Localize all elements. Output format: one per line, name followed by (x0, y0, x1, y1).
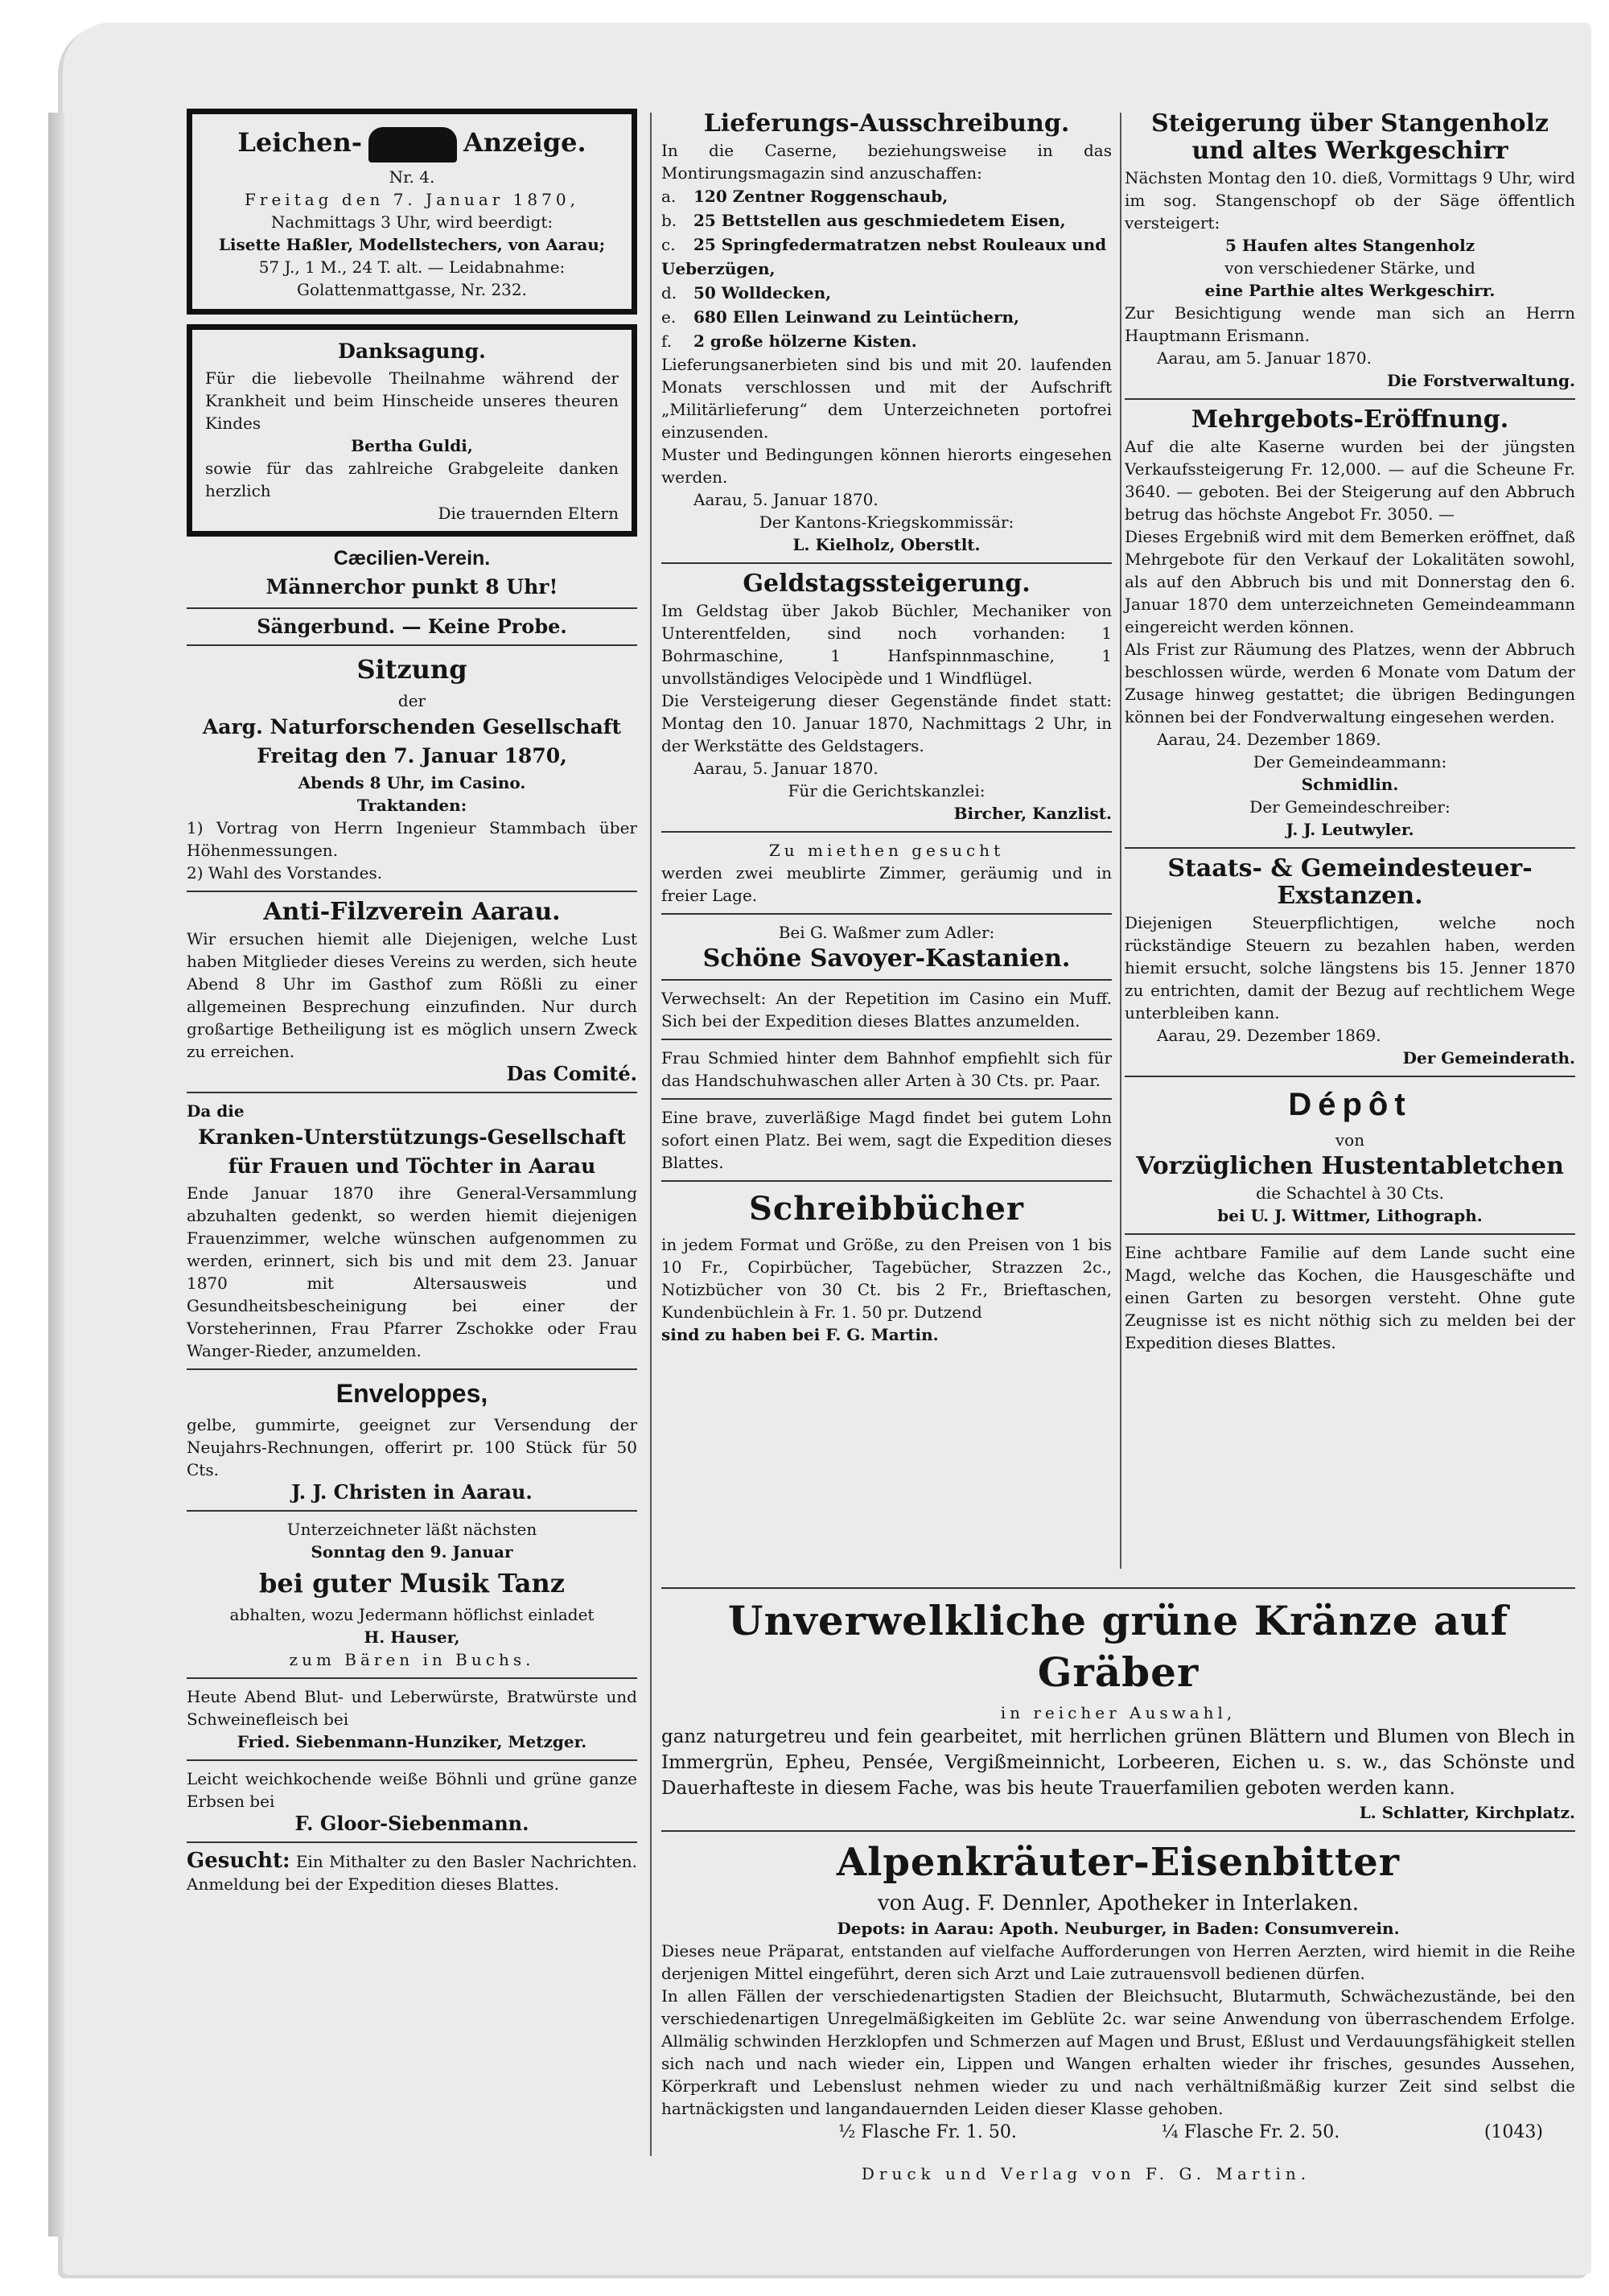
lieferung-body: Lieferungsanerbieten sind bis und mit 20. laufenden Monats verschlossen und mit der Aufschrift „Militärlieferung“ dem Unterzeichneten portofrei einzusenden. (661, 355, 1112, 442)
wide-section (661, 1581, 1575, 2146)
enveloppes-signature: J. J. Christen in Aarau. (291, 1479, 533, 1504)
geldstag-body: Im Geldstag über Jakob Büchler, Mechaniker von Unterentfelden, sind noch vorhanden: 1 Bohrmaschine, 1 Hanfspinnmaschine, 1 unvollständiges Velocipède und 1 Windflügel. (661, 601, 1112, 688)
kranken-body: Ende Januar 1870 ihre General-Versammlung abzuhalten gedenkt, so werden hiemit diejenigen Frauenzimmer, welche wünschen aufgenommen zu werden, erinnert, sich bis und mit dem 23. Januar 1870 mit Altersausweis und Gesundheitsbescheinigung bei einer der Vorsteherinnen, Frau Pfarrer Zschokke oder Frau Wanger-Rieder, anzumelden. (187, 1183, 637, 1360)
page-edge (48, 113, 64, 2236)
divider (187, 1510, 637, 1512)
divider (187, 1092, 637, 1093)
wuerste-body: Heute Abend Blut- und Leberwürste, Bratwürste und Schweinefleisch bei (187, 1686, 637, 1729)
geldstag-role: Für die Gerichtskanzlei: (788, 781, 986, 800)
depot-title: Dépôt (1288, 1087, 1412, 1122)
lieferung-body-2: Muster und Bedingungen können hierorts eingesehen werden. (661, 445, 1112, 487)
lieferung-item (661, 184, 1112, 208)
lieferung-item (661, 208, 1112, 232)
divider (661, 1039, 1112, 1040)
alpen-price-2: ¼ Flasche Fr. 2. 50. (1161, 2122, 1340, 2142)
thanks-notice (187, 324, 637, 537)
lieferung-item-key: d. (661, 283, 677, 302)
verwechselt-body: Verwechselt: An der Repetition im Casino ein Muff. Sich bei der Expedition dieses Blattes anzumelden. (661, 989, 1112, 1031)
mehrgebot-date: Aarau, 24. Dezember 1869. (1157, 730, 1381, 749)
mehrgebot-role-2: Der Gemeindeschreiber: (1249, 797, 1451, 817)
divider (187, 1759, 637, 1761)
boehnli-signature: F. Gloor-Siebenmann. (294, 1811, 529, 1835)
column-3 (1125, 109, 1575, 1354)
alpen-prices (661, 2120, 1575, 2146)
kranken-title-2: für Frauen und Töchter in Aarau (228, 1154, 596, 1178)
schmied-body: Frau Schmied hinter dem Bahnhof empfiehlt sich für das Handschuhwaschen aller Arten à 30 Cts. pr. Paar. (661, 1048, 1112, 1090)
tanz-name: H. Hauser, (364, 1627, 460, 1647)
lieferung-item-key: f. (661, 331, 673, 351)
sitzung-item-1: 1) Vortrag von Herrn Ingenieur Stammbach über Höhenmessungen. (187, 817, 637, 860)
steigerung-signature: Die Forstverwaltung. (1386, 371, 1575, 390)
schreibbuecher-signature: sind zu haben bei F. G. Martin. (661, 1325, 939, 1344)
divider (1125, 1076, 1575, 1077)
crown-icon (368, 127, 457, 163)
depot-body: die Schachtel à 30 Cts. (1256, 1183, 1444, 1203)
lieferung-signature: L. Kielholz, Oberstlt. (792, 535, 981, 554)
alpen-body-2: In allen Fällen der verschiedenartigsten Stadien der Bleichsucht, Blutarmuth, Schwächezustände, bei den verschiedenartigen Unregelmäßigkeiten im Geblüte 2c. war seine Anwendung von überraschendem Erfolge. Allmälig schwinden Herzklopfen und Schmerzen auf Magen und Brust, Eßlust und Verdauungsfähigkeit stellen sich nach und nach wieder ein, Lippen und Wangen erhalten wieder ihr frisches, gesundes Aussehen, Körperkraft und Lebenslust nehmen wieder zu und nach verhältnißmäßig kurzer Zeit sind selbst die hartnäckigsten und langandauernden Leiden dieser Klasse gehoben. (661, 1986, 1575, 2118)
savoyer-title: Schöne Savoyer-Kastanien. (702, 944, 1071, 973)
column-2 (661, 109, 1112, 1346)
divider (1125, 398, 1575, 400)
deceased-age: 57 J., 1 M., 24 T. alt. — Leidabnahme: (258, 257, 566, 277)
tanz-line-4: zum Bären in Buchs. (289, 1649, 535, 1669)
anti-filz-signature: Das Comité. (506, 1061, 637, 1085)
caecilien-title: Cæcilien-Verein. (333, 546, 491, 570)
geldstag-signature: Bircher, Kanzlist. (953, 804, 1112, 823)
divider (187, 891, 637, 892)
wuerste-signature: Fried. Siebenmann-Hunziker, Metzger. (237, 1731, 587, 1751)
kraenze-title: Unverwelkliche grüne Kränze auf Gräber (727, 1597, 1509, 1696)
staatssteuer-signature: Der Gemeinderath. (1402, 1048, 1575, 1068)
lieferung-item-key: a. (661, 187, 677, 206)
mehrgebot-signature-2: J. J. Leutwyler. (1286, 820, 1414, 839)
caecilien-line: Männerchor punkt 8 Uhr! (265, 574, 558, 599)
divider (1125, 847, 1575, 849)
schreibbuecher-title: Schreibbücher (748, 1190, 1025, 1228)
mehrgebot-body: Auf die alte Kaserne wurden bei der jüngsten Verkaufssteigerung Fr. 12,000. — auf die Scheune Fr. 3640. — geboten. Bei der Steigerung auf den Abbruch betrug das höchste Angebot Fr. 3050. — (1125, 437, 1575, 524)
steigerung-date: Aarau, am 5. Januar 1870. (1157, 348, 1372, 368)
notice-place: Golattenmattgasse, Nr. 232. (296, 279, 527, 299)
miethen-body: werden zwei meublirte Zimmer, geräumig und in freier Lage. (661, 863, 1112, 905)
child-name: Bertha Guldi, (351, 435, 473, 455)
alpen-price-1: ½ Flasche Fr. 1. 50. (838, 2122, 1017, 2142)
geldstag-body-2: Die Versteigerung dieser Gegenstände findet statt: Montag den 10. Januar 1870, Nachmittags 2 Uhr, in der Werkstätte des Geldstagers. (661, 691, 1112, 755)
lieferung-item-key: e. (661, 307, 677, 327)
gesucht-body: Ein Mithalter zu den Basler Nachrichten. Anmeldung bei der Expedition dieses Blattes. (187, 1851, 638, 1894)
tanz-title: bei guter Musik Tanz (259, 1567, 565, 1599)
lieferung-item (661, 232, 1112, 281)
kraenze-signature: L. Schlatter, Kirchplatz. (1359, 1803, 1575, 1822)
anti-filz-body: Wir ersuchen hiemit alle Diejenigen, welche Lust haben Mitglieder dieses Vereins zu werden, sich heute Abend 8 Uhr im Gasthof zum Rößli zu einer allgemeinen Besprechung einzufinden. Nur durch großartige Betheiligung ist es möglich unsern Zweck zu erreichen. (187, 928, 637, 1061)
divider (187, 607, 637, 609)
column-rule-1 (650, 113, 652, 2156)
lieferung-item-value: 2 große hölzerne Kisten. (693, 331, 917, 351)
notice-number: Nr. 4. (389, 167, 435, 187)
thanks-body: Für die liebevolle Theilnahme während der Krankheit und beim Hinscheide unseres theuren Kindes (205, 368, 619, 433)
mehrgebot-signature-1: Schmidlin. (1301, 775, 1399, 794)
magd-2-body: Eine achtbare Familie auf dem Lande sucht eine Magd, welche das Kochen, die Hausgeschäfte und einen Garten zu besorgen versteht. Ohne gute Zeugnisse ist es nicht nöthig sich zu melden bei der Expedition dieses Blattes. (1125, 1243, 1575, 1352)
column-1 (187, 109, 637, 1895)
lieferung-item-key: b. (661, 211, 677, 230)
lieferung-title: Lieferungs-Ausschreibung. (703, 109, 1070, 138)
lieferung-item-value: 25 Springfedermatratzen nebst Rouleaux und Ueberzügen, (661, 235, 1107, 278)
deceased-name: Lisette Haßler, Modellstechers, von Aarau; (218, 234, 606, 254)
divider (661, 979, 1112, 981)
alpen-title: Alpenkräuter-Eisenbitter (836, 1840, 1401, 1885)
kraenze-body: ganz naturgetreu und fein gearbeitet, mit herrlichen grünen Blättern und Blumen von Blech in Immergrün, Epheu, Pensée, Vergißmeinnicht, Lorbeeren, Eichen u. s. w., das Schönste und Dauerhafteste in diesem Fache, was bis heute Trauerfamilien geboten werden kann. (661, 1726, 1575, 1799)
divider (187, 1677, 637, 1679)
lieferung-intro: In die Caserne, beziehungsweise in das Montirungsmagazin sind anzuschaffen: (661, 141, 1112, 183)
divider (1125, 1233, 1575, 1235)
divider (661, 913, 1112, 915)
enveloppes-title: Enveloppes, (335, 1378, 488, 1408)
gesucht-label: Gesucht: (187, 1848, 290, 1873)
lieferung-item-value: 25 Bettstellen aus geschmiedetem Eisen, (693, 211, 1066, 230)
miethen-title: Zu miethen gesucht (768, 841, 1005, 860)
mehrgebot-body-2: Dieses Ergebniß wird mit dem Bemerken eröffnet, daß Mehrgebote für den Verkauf der Lokalitäten sowohl, als auf den Abbruch bis und mit Donnerstag den 6. Januar 1870 dem unterzeichneten Gemeindeammann eingereicht werden können. (1125, 527, 1575, 636)
divider (187, 1841, 637, 1843)
column-rule-2 (1120, 113, 1121, 1569)
sitzung-item-2: 2) Wahl des Vorstandes. (187, 862, 383, 883)
magd-body: Eine brave, zuverläßige Magd findet bei gutem Lohn sofort einen Platz. Bei wem, sagt die Expedition dieses Blattes. (661, 1108, 1112, 1172)
divider (661, 831, 1112, 833)
divider (661, 1098, 1112, 1100)
lieferung-item (661, 329, 1112, 353)
steigerung-title: Steigerung über Stangenholz und altes Werkgeschirr (1151, 109, 1549, 165)
thanks-signature: Die trauernden Eltern (438, 503, 619, 523)
steigerung-body: Nächsten Montag den 10. dieß, Vormittags 9 Uhr, wird im sog. Stangenschopf ob der Säge öffentlich versteigert: (1125, 168, 1575, 232)
death-notice-title: Leichen- Anzeige. (205, 125, 619, 163)
steigerung-item-1b: von verschiedener Stärke, und (1224, 258, 1475, 278)
lieferung-item-value: 120 Zentner Roggenschaub, (693, 187, 949, 206)
lieferung-item-value: 680 Ellen Leinwand zu Leintüchern, (693, 307, 1020, 327)
geldstag-title: Geldstagssteigerung. (743, 570, 1031, 598)
lieferung-item (661, 281, 1112, 305)
savoyer-pre: Bei G. Waßmer zum Adler: (778, 923, 995, 942)
depot-title-2: Vorzüglichen Hustentabletchen (1136, 1152, 1564, 1180)
alpen-subtitle: von Aug. F. Dennler, Apotheker in Interlaken. (877, 1891, 1360, 1915)
kraenze-subtitle: in reicher Auswahl, (1000, 1703, 1237, 1722)
sitzung-traktanden: Traktanden: (356, 795, 467, 815)
divider (661, 1830, 1575, 1832)
lieferung-item (661, 305, 1112, 329)
sitzung-title: Sitzung (356, 653, 467, 685)
divider (187, 644, 637, 646)
staatssteuer-title: Staats- & Gemeindesteuer-Exstanzen. (1167, 854, 1533, 910)
divider (661, 1180, 1112, 1182)
steigerung-item-2: eine Parthie altes Werkgeschirr. (1204, 281, 1496, 300)
notice-date: Freitag den 7. Januar 1870, (245, 189, 579, 209)
steigerung-body-2: Zur Besichtigung wende man sich an Herrn Hauptmann Erismann. (1125, 303, 1575, 345)
lieferung-date: Aarau, 5. Januar 1870. (693, 490, 879, 509)
divider (187, 1368, 637, 1370)
alpen-depots: Depots: in Aarau: Apoth. Neuburger, in Baden: Consumverein. (837, 1919, 1400, 1938)
saengerbund-notice: Sängerbund. — Keine Probe. (257, 614, 567, 638)
divider (661, 562, 1112, 564)
schreibbuecher-body: in jedem Format und Größe, zu den Preisen von 1 bis 10 Fr., Copirbücher, Tagebücher, Strazzen 2c., Notizbücher von 30 Ct. bis 2 Fr., Brieftaschen, Kundenbüchlein à Fr. 1. 50 pr. Dutzend (661, 1235, 1112, 1322)
sitzung-der: der (397, 690, 426, 710)
anti-filz-title: Anti-Filzverein Aarau. (263, 897, 561, 926)
death-notice (187, 109, 637, 315)
sitzung-org: Aarg. Naturforschenden Gesellschaft (202, 714, 622, 739)
geldstag-date: Aarau, 5. Januar 1870. (693, 759, 879, 778)
alpen-body: Dieses neue Präparat, entstanden auf vielfache Aufforderungen von Herren Aerzten, wird hiemit in die Reihe derjenigen Mittel eingeführt, deren sich Arzt und Laie zutrauensvoll bedienen dürfen. (661, 1941, 1575, 1983)
enveloppes-body: gelbe, gummirte, geeignet zur Versendung der Neujahrs-Rechnungen, offerirt pr. 100 Stück für 50 Cts. (187, 1414, 637, 1479)
divider (661, 1587, 1575, 1589)
lieferung-list (661, 184, 1112, 353)
steigerung-item-1: 5 Haufen altes Stangenholz (1224, 236, 1475, 255)
thanks-title: Danksagung. (338, 339, 486, 363)
sitzung-time: Abends 8 Uhr, im Casino. (298, 772, 526, 792)
kranken-title: Kranken-Unterstützungs-Gesellschaft (198, 1125, 626, 1149)
boehnli-body: Leicht weichkochende weiße Böhnli und grüne ganze Erbsen bei (187, 1768, 637, 1811)
tanz-line-2: Sonntag den 9. Januar (311, 1541, 513, 1562)
depot-von: von (1335, 1130, 1365, 1150)
tanz-line-3: abhalten, wozu Jedermann höflichst einladet (229, 1604, 595, 1624)
mehrgebot-body-3: Als Frist zur Räumung des Platzes, wenn der Abbruch beschlossen würde, werden 6 Monate vom Datum der Zusage hinweg gestattet; die übrigen Bedingungen können bei der Fondverwaltung eingesehen werden. (1125, 640, 1575, 726)
thanks-body-2: sowie für das zahlreiche Grabgeleite danken herzlich (205, 458, 619, 500)
sitzung-date: Freitag den 7. Januar 1870, (257, 743, 567, 767)
tanz-line-1: Unterzeichneter läßt nächsten (286, 1519, 537, 1539)
alpen-number: (1043) (1483, 2122, 1543, 2142)
imprint: Druck und Verlag von F. G. Martin. (861, 2164, 1311, 2183)
kranken-pre: Da die (187, 1101, 245, 1121)
depot-signature: bei U. J. Wittmer, Lithograph. (1217, 1206, 1483, 1225)
staatssteuer-date: Aarau, 29. Dezember 1869. (1157, 1026, 1381, 1045)
mehrgebot-role-1: Der Gemeindeammann: (1253, 752, 1447, 772)
lieferung-item-key: c. (661, 235, 676, 254)
notice-time: Nachmittags 3 Uhr, wird beerdigt: (270, 212, 553, 232)
lieferung-role: Der Kantons-Kriegskommissär: (759, 512, 1014, 532)
mehrgebot-title: Mehrgebots-Eröffnung. (1191, 405, 1509, 434)
staatssteuer-body: Diejenigen Steuerpflichtigen, welche noch rückständige Steuern zu bezahlen haben, werden hiemit ersucht, solche längstens bis 15. Jenner 1870 zu entrichten, damit der Bezug auf rechtlichem Wege unterbleiben kann. (1125, 913, 1575, 1023)
lieferung-item-value: 50 Wolldecken, (693, 283, 832, 302)
